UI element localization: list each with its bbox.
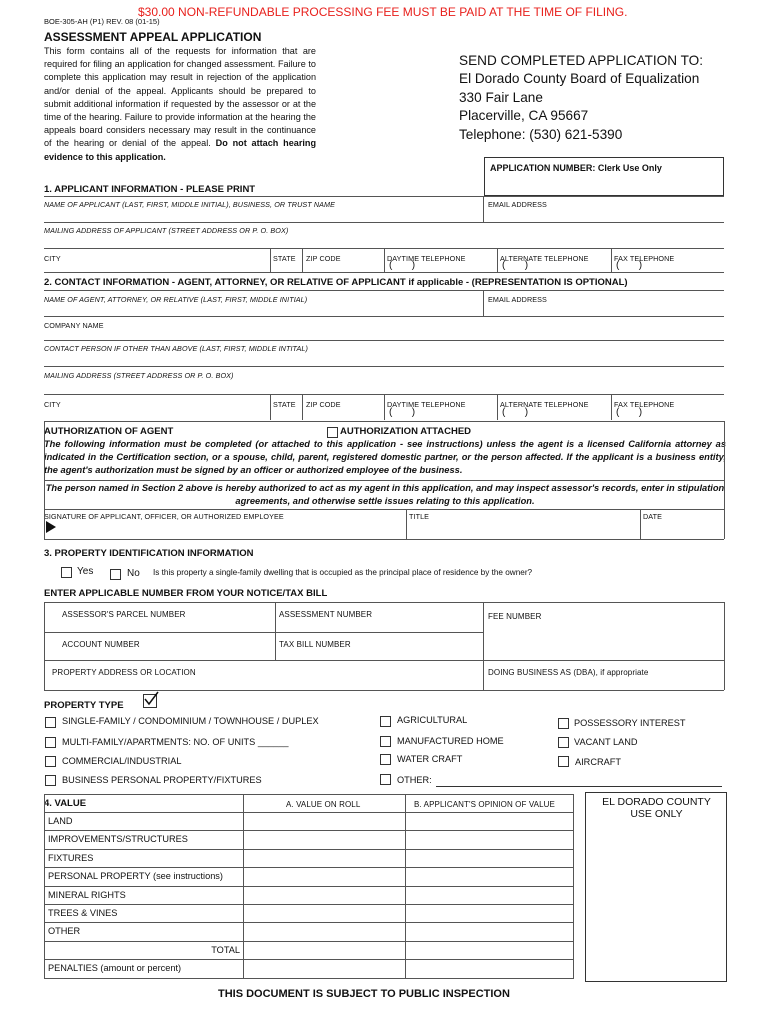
- pt-commercial-checkbox[interactable]: [45, 756, 56, 767]
- authorization-text2: The person named in Section 2 above is hereby authorized to act as my agent in this application, and may inspect assessor's records, enter in stipulation agreements, and otherwise settle issues relating to this application.: [45, 483, 725, 507]
- applicant-email-label: EMAIL ADDRESS: [488, 200, 547, 209]
- agent-mailing-field[interactable]: [44, 367, 724, 393]
- agent-zip-label: ZIP CODE: [306, 400, 341, 409]
- section3-heading: 3. PROPERTY IDENTIFICATION INFORMATION: [44, 548, 254, 559]
- send-to-line1: El Dorado County Board of Equalization: [459, 71, 700, 87]
- company-name-label: COMPANY NAME: [44, 321, 104, 330]
- agent-email-label: EMAIL ADDRESS: [488, 295, 547, 304]
- yes-checkbox[interactable]: [61, 567, 72, 578]
- fee-notice: $30.00 NON-REFUNDABLE PROCESSING FEE MUST BE PAID AT THE TIME OF FILING.: [138, 5, 628, 19]
- value-on-roll-header: A. VALUE ON ROLL: [286, 800, 361, 809]
- checkmark-icon: [143, 694, 157, 708]
- form-title: ASSESSMENT APPEAL APPLICATION: [44, 30, 262, 44]
- property-type-heading: PROPERTY TYPE: [44, 700, 124, 711]
- value-row-4-label: MINERAL RIGHTS: [48, 889, 126, 900]
- applicant-fax-field[interactable]: ( ): [616, 260, 643, 271]
- value-row-penalties-opinion-value[interactable]: [406, 960, 572, 976]
- send-to-line4: Telephone: (530) 621-5390: [459, 126, 623, 142]
- title-field[interactable]: [407, 510, 639, 538]
- contact-person-field[interactable]: [44, 341, 724, 365]
- pt-business-personal-checkbox[interactable]: [45, 775, 56, 786]
- pt-agricultural-label: AGRICULTURAL: [397, 715, 468, 725]
- send-to-line2: 330 Fair Lane: [459, 89, 543, 105]
- pt-multi-family-checkbox[interactable]: [45, 737, 56, 748]
- authorization-heading: AUTHORIZATION OF AGENT: [44, 426, 174, 437]
- pt-commercial-label: COMMERCIAL/INDUSTRIAL: [62, 756, 182, 766]
- pt-single-family-label: SINGLE-FAMILY / CONDOMINIUM / TOWNHOUSE / DUPLEX: [62, 716, 319, 726]
- applicant-day-phone-field[interactable]: ( ): [389, 260, 416, 271]
- applicant-email-field[interactable]: [484, 197, 724, 221]
- value-row-6-label: OTHER: [48, 926, 81, 937]
- agent-city-label: CITY: [44, 400, 61, 409]
- agent-alt-phone-label: ALTERNATE TELEPHONE: [500, 400, 589, 409]
- no-label: No: [127, 568, 140, 579]
- account-number-field[interactable]: [44, 633, 274, 659]
- pt-possessory-checkbox[interactable]: [558, 718, 569, 729]
- agent-email-field[interactable]: [484, 291, 724, 315]
- agent-state-label: STATE: [273, 400, 296, 409]
- section4-heading: 4. VALUE: [44, 798, 87, 809]
- opinion-of-value-header: B. APPLICANT'S OPINION OF VALUE: [414, 800, 555, 809]
- agent-fax-label: FAX TELEPHONE: [614, 400, 675, 409]
- value-row-2-label: FIXTURES: [48, 852, 94, 863]
- send-to-block: [459, 52, 703, 144]
- value-row-4-value-on-roll[interactable]: [244, 887, 404, 903]
- pt-agricultural-checkbox[interactable]: [380, 716, 391, 727]
- fee-number-label: FEE NUMBER: [488, 612, 542, 621]
- applicant-city-label: CITY: [44, 254, 61, 263]
- assessment-number-field[interactable]: [276, 603, 482, 631]
- value-row-total-value-on-roll[interactable]: [244, 942, 404, 958]
- property-address-field[interactable]: [44, 661, 482, 689]
- yes-label: Yes: [77, 566, 94, 577]
- pt-other-label: OTHER:: [397, 775, 432, 785]
- pt-multi-family-label: MULTI-FAMILY/APARTMENTS: NO. OF UNITS ______: [62, 737, 289, 747]
- value-row-2-value-on-roll[interactable]: [244, 850, 404, 866]
- agent-day-phone-field[interactable]: ( ): [389, 407, 416, 418]
- pt-vacant-land-checkbox[interactable]: [558, 737, 569, 748]
- applicant-fax-label: FAX TELEPHONE: [614, 254, 675, 263]
- send-to-heading: SEND COMPLETED APPLICATION TO:: [459, 53, 703, 68]
- signature-field[interactable]: [44, 510, 404, 538]
- value-row-penalties-label: PENALTIES (amount or percent): [48, 963, 182, 974]
- section2-heading: 2. CONTACT INFORMATION - AGENT, ATTORNEY, OR RELATIVE OF APPLICANT if applicable - (REPRESENTATION IS OPTIONAL): [44, 277, 628, 288]
- pt-vacant-land-label: VACANT LAND: [574, 737, 638, 747]
- apn-field[interactable]: [44, 603, 274, 631]
- pt-other-field[interactable]: [436, 774, 722, 787]
- owner-occupied-question: Is this property a single-family dwelling that is occupied as the principal place of residence by the owner?: [153, 568, 533, 577]
- applicant-day-phone-label: DAYTIME TELEPHONE: [387, 254, 466, 263]
- value-row-5-value-on-roll[interactable]: [244, 905, 404, 921]
- applicant-mailing-label: MAILING ADDRESS OF APPLICANT (STREET ADDRESS OR P. O. BOX): [44, 226, 289, 235]
- no-checkbox[interactable]: [110, 569, 121, 580]
- signature-label: SIGNATURE OF APPLICANT, OFFICER, OR AUTHORIZED EMPLOYEE: [44, 512, 284, 521]
- intro-bold: Do not attach hearing evidence to this application.: [44, 138, 317, 162]
- pt-manufactured-label: MANUFACTURED HOME: [397, 736, 504, 746]
- value-row-total-label: TOTAL: [211, 944, 240, 955]
- tax-bill-number-field[interactable]: [276, 633, 482, 659]
- applicant-mailing-field[interactable]: [44, 223, 724, 247]
- applicant-alt-phone-label: ALTERNATE TELEPHONE: [500, 254, 589, 263]
- pt-possessory-label: POSSESSORY INTEREST: [574, 718, 686, 728]
- section1-heading: 1. APPLICANT INFORMATION - PLEASE PRINT: [44, 184, 256, 195]
- tax-bill-number-label: TAX BILL NUMBER: [279, 640, 351, 649]
- value-row-3-value-on-roll[interactable]: [244, 868, 404, 884]
- value-row-6-value-on-roll[interactable]: [244, 923, 404, 939]
- applicant-city-field[interactable]: [44, 249, 269, 271]
- agent-day-phone-label: DAYTIME TELEPHONE: [387, 400, 466, 409]
- pt-watercraft-label: WATER CRAFT: [397, 754, 463, 764]
- value-row-3-label: PERSONAL PROPERTY (see instructions): [48, 871, 223, 882]
- county-use-label: EL DORADO COUNTY USE ONLY: [602, 796, 711, 820]
- value-row-4-opinion-value[interactable]: [406, 887, 572, 903]
- value-row-2-opinion-value[interactable]: [406, 850, 572, 866]
- value-row-5-label: TREES & VINES: [48, 908, 118, 918]
- sign-here-arrow-icon: [46, 521, 56, 533]
- value-row-penalties-value-on-roll[interactable]: [244, 960, 404, 976]
- date-label: DATE: [643, 512, 663, 521]
- agent-mailing-label: MAILING ADDRESS (STREET ADDRESS OR P. O. BOX): [44, 371, 234, 380]
- assessment-number-label: ASSESSMENT NUMBER: [279, 610, 373, 619]
- property-address-label: PROPERTY ADDRESS OR LOCATION: [52, 668, 196, 677]
- pt-business-personal-label: BUSINESS PERSONAL PROPERTY/FIXTURES: [62, 775, 262, 785]
- value-row-5-opinion-value[interactable]: [406, 905, 572, 921]
- pt-other-checkbox[interactable]: [380, 774, 391, 785]
- application-number-label: APPLICATION NUMBER: Clerk Use Only: [490, 163, 662, 173]
- title-label: TITLE: [409, 512, 430, 521]
- authorization-text1: The following information must be completed (or attached to this application - see instructions) unless the agent is a licensed California attorney as indicated in the Certification section, or a spouse, child, parent, registered domestic partner, or the person affected. If the applicant is a business entity, the agent's authorization must be signed by an officer or authorized employee of the business.: [44, 439, 726, 476]
- intro-body: This form contains all of the requests for information that are required for filing an application for changed assessment. Failure to complete this application may result in rejection of the application and/or denial of the appeal. Applicants should be prepared to submit additional information if requested by the assessor or at the time of the hearing. Failure to provide information at the hearing the appeals board considers necessary may result in the continuance of the hearing or denial of the appeal.: [44, 46, 316, 149]
- value-row-0-value-on-roll[interactable]: [244, 813, 404, 829]
- dba-field[interactable]: [484, 661, 724, 689]
- agent-fax-field[interactable]: ( ): [616, 407, 643, 418]
- company-name-field[interactable]: [44, 317, 724, 339]
- pt-aircraft-label: AIRCRAFT: [575, 757, 621, 767]
- value-row-total-opinion-value[interactable]: [406, 942, 572, 958]
- fee-number-field[interactable]: [484, 603, 724, 659]
- agent-alt-phone-field[interactable]: ( ): [502, 407, 529, 418]
- pt-watercraft-checkbox[interactable]: [380, 754, 391, 765]
- enter-number-heading: ENTER APPLICABLE NUMBER FROM YOUR NOTICE/TAX BILL: [44, 588, 328, 599]
- agent-name-label: NAME OF AGENT, ATTORNEY, OR RELATIVE (LAST, FIRST, MIDDLE INITIAL): [44, 295, 308, 304]
- applicant-state-label: STATE: [273, 254, 296, 263]
- intro-text: [44, 45, 316, 164]
- pt-single-family-checkbox[interactable]: [45, 717, 56, 728]
- dba-label: DOING BUSINESS AS (DBA), if appropriate: [488, 668, 649, 677]
- agent-name-field[interactable]: [44, 291, 482, 315]
- applicant-name-label: NAME OF APPLICANT (LAST, FIRST, MIDDLE INITIAL), BUSINESS, OR TRUST NAME: [44, 200, 336, 209]
- contact-person-label: CONTACT PERSON IF OTHER THAN ABOVE (LAST, FIRST, MIDDLE INTITAL): [44, 344, 308, 353]
- value-row-6-opinion-value[interactable]: [406, 923, 572, 939]
- value-row-1-value-on-roll[interactable]: [244, 831, 404, 847]
- applicant-zip-label: ZIP CODE: [306, 254, 341, 263]
- value-row-1-label: IMPROVEMENTS/STRUCTURES: [48, 834, 188, 845]
- value-row-1-opinion-value[interactable]: [406, 831, 572, 847]
- value-row-0-label: LAND: [48, 816, 73, 826]
- value-row-0-opinion-value[interactable]: [406, 813, 572, 829]
- date-field[interactable]: [641, 510, 724, 538]
- form-code: BOE-305-AH (P1) REV. 08 (01-15): [44, 17, 160, 26]
- applicant-alt-phone-field[interactable]: ( ): [502, 260, 529, 271]
- pt-manufactured-checkbox[interactable]: [380, 736, 391, 747]
- pt-aircraft-checkbox[interactable]: [558, 756, 569, 767]
- application-number-box[interactable]: [484, 157, 724, 196]
- authorization-attached-checkbox[interactable]: [327, 427, 338, 438]
- footer-note: THIS DOCUMENT IS SUBJECT TO PUBLIC INSPECTION: [218, 988, 510, 1000]
- apn-label: ASSESSOR'S PARCEL NUMBER: [62, 610, 186, 619]
- account-number-label: ACCOUNT NUMBER: [62, 640, 140, 649]
- value-row-3-opinion-value[interactable]: [406, 868, 572, 884]
- send-to-line3: Placerville, CA 95667: [459, 108, 589, 124]
- authorization-attached-label: AUTHORIZATION ATTACHED: [340, 426, 472, 437]
- county-use-box: [585, 792, 727, 982]
- applicant-name-field[interactable]: [44, 197, 482, 221]
- agent-city-field[interactable]: [44, 395, 269, 419]
